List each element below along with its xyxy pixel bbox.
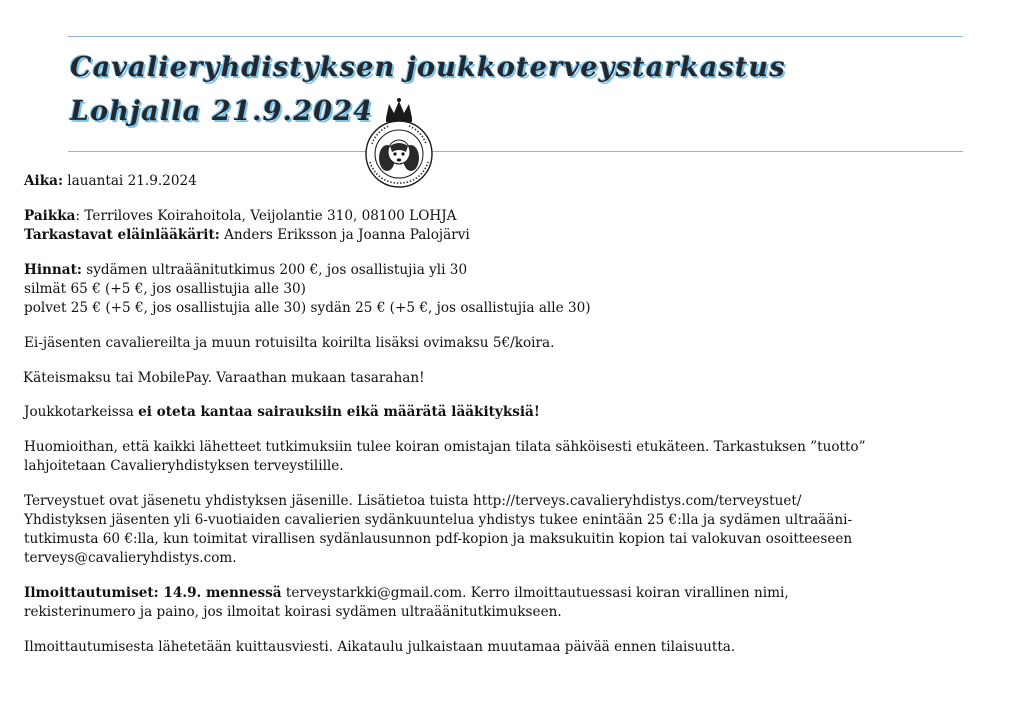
- place-vets-paragraph: [24, 207, 984, 245]
- title-line-2: Lohjalla 21.9.2024: [70, 96, 374, 127]
- referrals-paragraph: [24, 438, 984, 476]
- price-knees-heart: polvet 25 € (+5 €, jos osallistujia alle 30) sydän 25 € (+5 €, jos osallistujia alle 30): [24, 300, 591, 316]
- title-line-1: Cavalieryhdistyksen joukkoterveystarkastus: [70, 52, 786, 83]
- bottom-rule: [68, 151, 963, 152]
- crown-icon: [386, 98, 412, 122]
- notice-paragraph: [24, 403, 984, 422]
- notice-bold: ei oteta kantaa sairauksiin eikä määrätä lääkityksiä!: [138, 404, 540, 420]
- date-value: lauantai 21.9.2024: [62, 173, 197, 189]
- referrals-line-2: lahjoitetaan Cavalieryhdistyksen terveystilille.: [24, 458, 344, 474]
- support-line-3: tutkimusta 60 €:lla, kun toimitat virallisen sydänlausunnon pdf-kopion ja maksukuitin kopion tai valokuvan osoitteeseen: [24, 531, 853, 547]
- vets-value: Anders Eriksson ja Joanna Palojärvi: [219, 227, 470, 243]
- price-eyes: silmät 65 € (+5 €, jos osallistujia alle 30): [24, 281, 306, 297]
- place-value: : Terriloves Koirahoitola, Veijolantie 310, 08100 LOHJA: [75, 208, 457, 224]
- price-ultrasound: sydämen ultraäänitutkimus 200 €, jos osallistujia yli 30: [81, 262, 468, 278]
- vets-label: Tarkastavat eläinlääkärit:: [24, 227, 220, 243]
- support-line-4: terveys@cavalieryhdistys.com.: [24, 550, 237, 566]
- support-line-2: Yhdistyksen jäsenten yli 6-vuotiaiden cavalierien sydänkuuntelua yhdistys tukee enintään 25 €:lla ja sydämen ultraääni-: [24, 512, 853, 528]
- referrals-line-1: Huomioithan, että kaikki lähetteet tutkimuksiin tulee koiran omistajan tilata sähköisesti etukäteen. Tarkastuksen ”tuotto”: [24, 439, 866, 455]
- registration-line-1: terveystarkki@gmail.com. Kerro ilmoittautuessasi koiran virallinen nimi,: [281, 585, 789, 601]
- prices-paragraph: [24, 261, 984, 318]
- prices-label: Hinnat:: [24, 262, 82, 278]
- payment-paragraph: Käteismaksu tai MobilePay. Varaathan mukaan tasarahan!: [23, 370, 425, 386]
- entry-fee-paragraph: Ei-jäsenten cavaliereilta ja muun rotuisilta koirilta lisäksi ovimaksu 5€/koira.: [24, 335, 555, 351]
- announcement-body: [24, 172, 984, 673]
- place-label: Paikka: [24, 208, 76, 224]
- registration-paragraph: [24, 584, 984, 622]
- date-label: Aika:: [24, 173, 63, 189]
- support-paragraph: [24, 492, 984, 568]
- registration-line-2: rekisterinumero ja paino, jos ilmoitat koirasi sydämen ultraäänitutkimukseen.: [24, 604, 562, 620]
- confirmation-paragraph: Ilmoittautumisesta lähetetään kuittausviesti. Aikataulu julkaistaan muutamaa päivää ennen tilaisuutta.: [24, 639, 736, 655]
- support-line-1: Terveystuet ovat jäsenetu yhdistyksen jäsenille. Lisätietoa tuista http://terveys.cavalieryhdistys.com/terveystuet/: [24, 493, 802, 509]
- date-paragraph: [24, 172, 984, 191]
- top-rule: [68, 36, 963, 37]
- registration-label: Ilmoittautumiset: 14.9. mennessä: [24, 585, 282, 601]
- notice-prefix: Joukkotarkeissa: [24, 404, 139, 420]
